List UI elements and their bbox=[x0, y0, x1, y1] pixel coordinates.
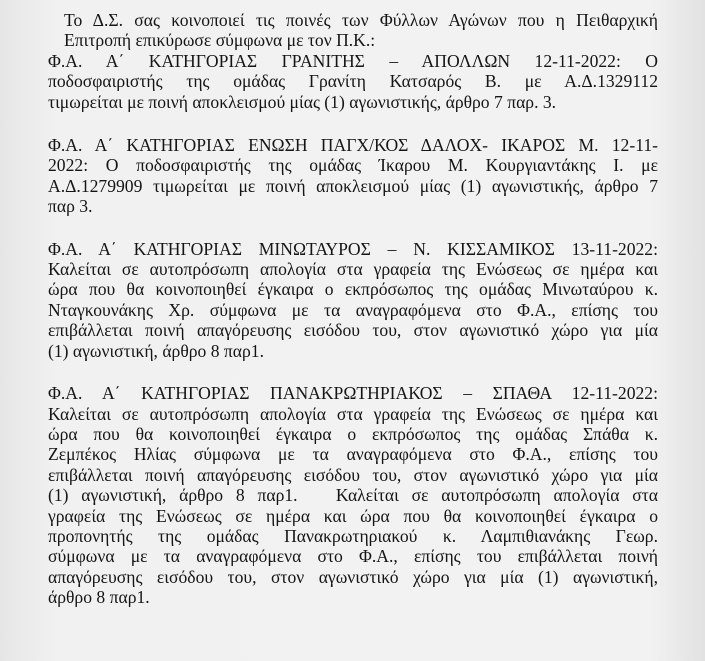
decision-line: απαγόρευσης εισόδου του, στον αγωνιστικό χώρο για μία (1) αγωνιστική, bbox=[48, 566, 658, 587]
intro-paragraph bbox=[48, 10, 658, 51]
decision-line: 2022: Ο ποδοσφαιριστής της ομάδας Ίκαρου Μ. Κουργιαντάκης Ι. με bbox=[48, 155, 658, 176]
decision-line: Φ.Α. Α΄ ΚΑΤΗΓΟΡΙΑΣ ΠΑΝΑΚΡΩΤΗΡΙΑΚΟΣ – ΣΠΑΘΑ 12-11-2022: bbox=[48, 383, 658, 404]
document-body bbox=[48, 10, 658, 608]
paragraph-spacer bbox=[48, 361, 658, 383]
decision-line: γραφεία της Ενώσεως σε ημέρα και ώρα που θα κοινοποιηθεί έγκαιρα ο bbox=[48, 505, 658, 526]
decision-line: ποδοσφαιριστής της ομάδας Γρανίτη Κατσαρός Β. με Α.Δ.1329112 bbox=[48, 71, 658, 92]
decision-line: Φ.Α. Α΄ ΚΑΤΗΓΟΡΙΑΣ ΓΡΑΝΙΤΗΣ – ΑΠΟΛΛΩΝ 12-11-2022: Ο bbox=[48, 50, 658, 71]
decision-line: επιβάλλεται ποινή απαγόρευσης εισόδου του, στον αγωνιστικό χώρο για μία bbox=[48, 464, 658, 485]
decision-line: τιμωρείται με ποινή αποκλεισμού μίας (1) αγωνιστικής, άρθρο 7 παρ. 3. bbox=[48, 91, 557, 112]
decision-line: ώρα που θα κοινοποιηθεί έγκαιρα ο εκπρόσωπος της ομάδας Σπάθα κ. bbox=[48, 423, 658, 444]
intro-line: Επιτροπή επικύρωσε σύμφωνα με τον Π.Κ.: bbox=[64, 30, 376, 51]
decision-line: επιβάλλεται ποινή απαγόρευσης εισόδου του, στον αγωνιστικό χώρο για μία bbox=[48, 320, 658, 341]
decision-line: Νταγκουνάκης Χρ. σύμφωνα με τα αναγραφόμενα στο Φ.Α., επίσης του bbox=[48, 299, 658, 320]
decision-minotavros-kissamikos bbox=[48, 239, 658, 361]
decision-line: Α.Δ.1279909 τιμωρείται με ποινή αποκλεισμού μίας (1) αγωνιστικής, άρθρο 7 bbox=[48, 175, 658, 196]
paragraph-spacer bbox=[48, 217, 658, 239]
intro-line: Το Δ.Σ. σας κοινοποιεί τις ποινές των Φύλλων Αγώνων που η Πειθαρχική bbox=[64, 10, 658, 30]
decision-enosi-ikaros bbox=[48, 135, 658, 217]
decision-line: ώρα που θα κοινοποιηθεί έγκαιρα ο εκπρόσωπος της ομάδας Μινωταύρου κ. bbox=[48, 279, 658, 300]
decision-granitis-apollon bbox=[48, 51, 658, 112]
decision-line: Φ.Α. Α΄ ΚΑΤΗΓΟΡΙΑΣ ΕΝΩΣΗ ΠΑΓΧ/ΚΟΣ ΔΑΛΟΧ- ΙΚΑΡΟΣ Μ. 12-11- bbox=[48, 135, 658, 156]
decision-line: παρ 3. bbox=[48, 196, 93, 217]
decision-panakrotiriakos-spatha bbox=[48, 383, 658, 607]
decision-line: Φ.Α. Α΄ ΚΑΤΗΓΟΡΙΑΣ ΜΙΝΩΤΑΥΡΟΣ – Ν. ΚΙΣΣΑΜΙΚΟΣ 13-11-2022: bbox=[48, 238, 658, 259]
decision-line: (1) αγωνιστική, άρθρο 8 παρ1. Καλείται σε αυτοπρόσωπη απολογία στα bbox=[48, 485, 658, 506]
decision-line: Ζεμπέκος Ηλίας σύμφωνα με τα αναγραφόμενα στο Φ.Α., επίσης του bbox=[48, 444, 658, 465]
decision-line: (1) αγωνιστική, άρθρο 8 παρ1. bbox=[48, 340, 264, 361]
decision-line: Καλείται σε αυτοπρόσωπη απολογία στα γραφεία της Ενώσεως σε ημέρα και bbox=[48, 259, 658, 280]
paragraph-spacer bbox=[48, 112, 658, 135]
decision-line: σύμφωνα με τα αναγραφόμενα στο Φ.Α., επίσης του επιβάλλεται ποινή bbox=[48, 546, 658, 567]
decision-line: άρθρο 8 παρ1. bbox=[48, 587, 150, 608]
decision-line: προπονητής της ομάδας Πανακρωτηριακού κ. Λαμπιθιανάκης Γεωρ. bbox=[48, 525, 658, 546]
decision-line: Καλείται σε αυτοπρόσωπη απολογία στα γραφεία της Ενώσεως σε ημέρα και bbox=[48, 403, 658, 424]
